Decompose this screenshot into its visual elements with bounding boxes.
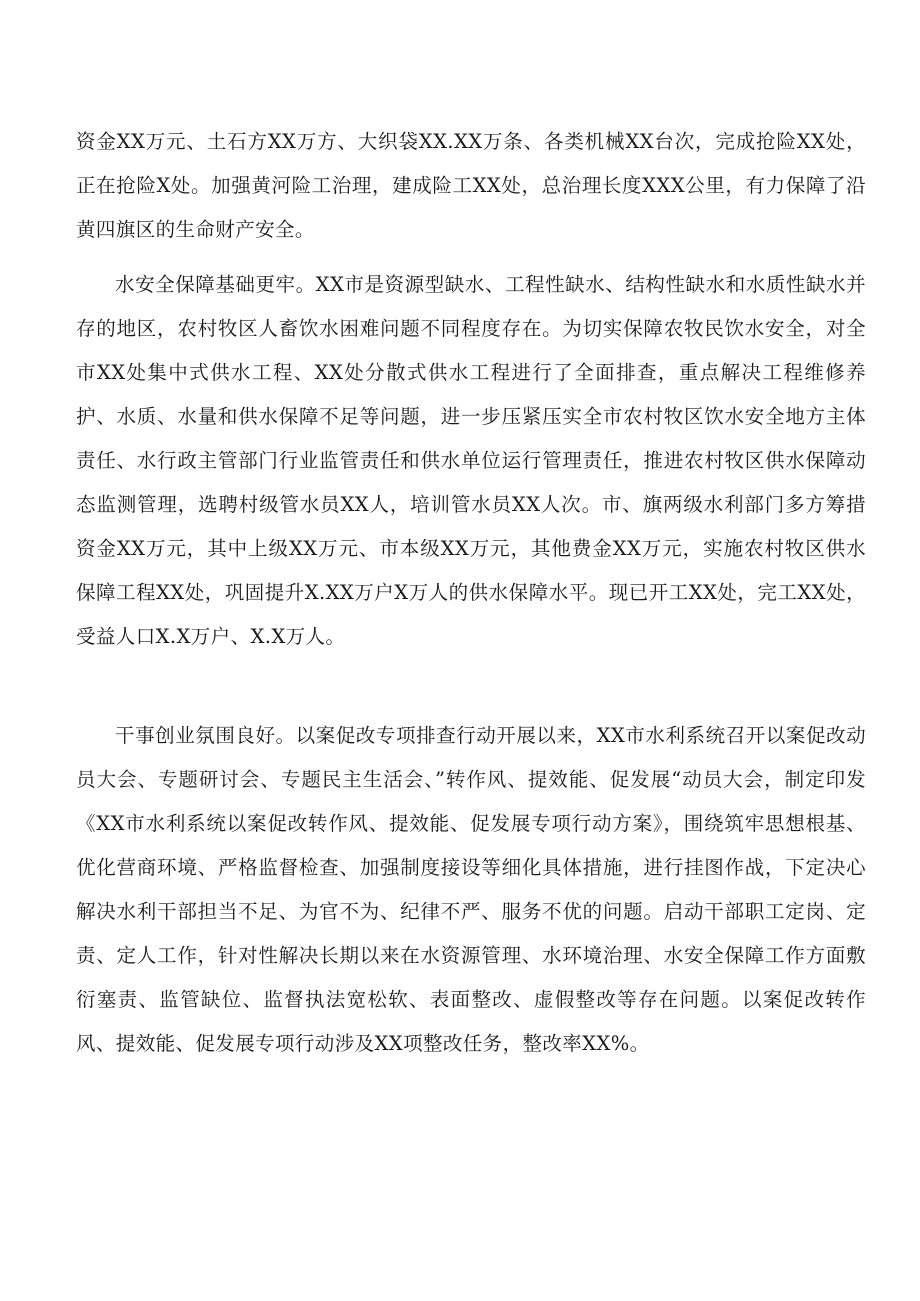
paragraph-water-security: 水安全保障基础更牢。XX市是资源型缺水、工程性缺水、结构性缺水和水质性缺水并存的地区，农村牧区人畜饮水困难问题不同程度存在。为切实保障农牧民饮水安全，对全市XX处集中式供水工程、XX处分散式供水工程进行了全面排查，重点解决工程维修养护、水质、水量和供水保障不足等问题，进一步压紧压实全市农村牧区饮水安全地方主体责任、水行政主管部门行业监管责任和供水单位运行管理责任，推进农村牧区供水保障动态监测管理，选聘村级管水员XX人，培训管水员XX人次。市、旗两级水利部门多方筹措资金XX万元，其中上级XX万元、市本级XX万元，其他费金XX万元，实施农村牧区供水保障工程XX处，巩固提升X.XX万户X万人的供水保障水平。现已开工XX处，完工XX处，受益人口X.X万户、X.X万人。 bbox=[76, 273, 866, 648]
paragraph-work-atmosphere: 干事创业氛围良好。以案促改专项排查行动开展以来，XX市水利系统召开以案促改动员大会、专题研讨会、专题民主生活会、”转作风、提效能、促发展“动员大会，制定印发《XX市水利系统以案促改转作风、提效能、促发展专项行动方案》，围绕筑牢思想根基、优化营商环境、严格监督检查、加强制度接设等细化具体措施，进行挂图作战，下定决心解决水利干部担当不足、为官不为、纪律不严、服务不优的问题。启动干部职工定岗、定责、定人工作，针对性解决长期以来在水资源管理、水环境治理、水安全保障工作方面敷衍塞责、监管缺位、监督执法宽松软、表面整改、虚假整改等存在问题。以案促改转作风、提效能、促发展专项行动涉及XX项整改任务，整改率XX%。 bbox=[76, 724, 866, 1055]
paragraph-continuation: 资金XX万元、土石方XX万方、大织袋XX.XX万条、各类机械XX台次，完成抢险XX处，正在抢险X处。加强黄河险工治理，建成险工XX处，总治理长度XXX公里，有力保障了沿黄四旗区的生命财产安全。 bbox=[76, 130, 866, 241]
